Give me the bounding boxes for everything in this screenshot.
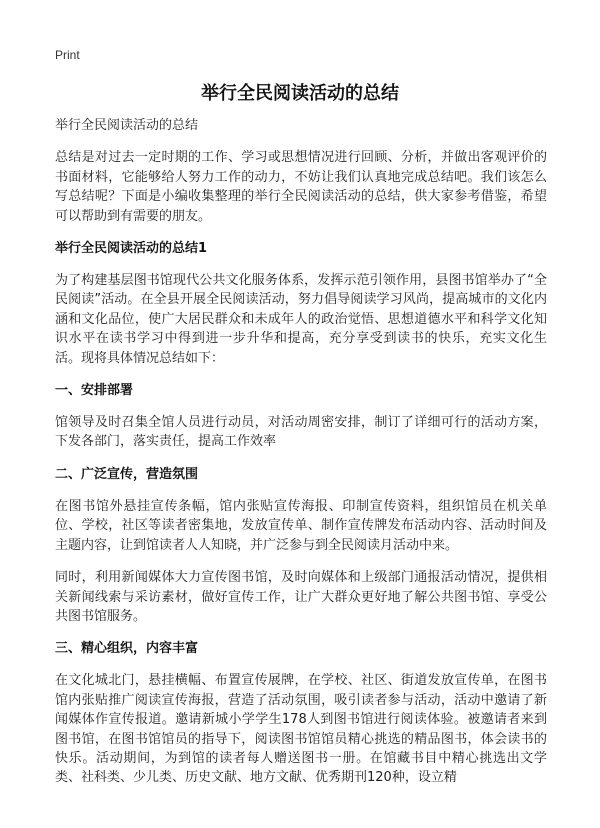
- print-link[interactable]: Print: [55, 48, 80, 62]
- document-subtitle: 举行全民阅读活动的总结: [55, 118, 199, 133]
- body-paragraph: 为了构建基层图书馆现代公共文化服务体系，发挥示范引领作用，县图书馆举办了“全民阅读”活动。在全县开展全民阅读活动，努力倡导阅读学习风尚，提高城市的文化内涵和文化品位，使广大居民群众和未成年人的政治觉悟、思想道德水平和科学文化知识水平在读书学习中得到进一步升华和提高，充分享受到读书的快乐，充实文化生活。现将具体情况总结如下：: [55, 273, 547, 366]
- section-heading: 一、安排部署: [55, 383, 134, 399]
- section-heading: 三、精心组织，内容丰富: [55, 641, 199, 657]
- page-title: 举行全民阅读活动的总结: [201, 83, 399, 104]
- intro-paragraph: 总结是对过去一定时期的工作、学习或思想情况进行回顾、分析，并做出客观评价的书面材料，它能够给人努力工作的动力，不妨让我们认真地完成总结吧。我们该怎么写总结呢？下面是小编收集整理的举行全民阅读活动的总结，供大家参考借鉴，希望可以帮助到有需要的朋友。: [55, 150, 547, 224]
- body-paragraph: 馆领导及时召集全馆人员进行动员，对活动周密安排，制订了详细可行的活动方案，下发各部门，落实责任，提高工作效率: [55, 415, 547, 450]
- body-paragraph: 在图书馆外悬挂宣传条幅，馆内张贴宣传海报、印制宣传资料，组织馆员在机关单位、学校，社区等读者密集地，发放宣传单、制作宣传牌发布活动内容、活动时间及主题内容，让到馆读者人人知晓，并广泛参与到全民阅读月活动中来。: [55, 498, 547, 553]
- body-paragraph: 在文化城北门，悬挂横幅、布置宣传展牌，在学校、社区、街道发放宣传单，在图书馆内张贴推广阅读宣传海报，营造了活动氛围，吸引读者参与活动，活动中邀请了新闻媒体作宣传报道。邀请新城小学学生178人到图书馆进行阅读体验。被邀请者来到图书馆，在图书馆馆员的指导下，阅读图书馆馆员精心挑选的精品图书，体会读书的快乐。活动期间，为到馆的读者每人赠送图书一册。在馆藏书目中精心挑选出文学类、社科类、少儿类、历史文献、地方文献、优秀期刊120种，设立精: [55, 673, 547, 786]
- document-body: [55, 116, 547, 801]
- body-paragraph: 同时，利用新闻媒体大力宣传图书馆，及时向媒体和上级部门通报活动情况，提供相关新闻线索与采访素材，做好宣传工作，让广大群众更好地了解公共图书馆、享受公共图书馆服务。: [55, 570, 547, 624]
- section-heading: 举行全民阅读活动的总结1: [55, 241, 208, 257]
- section-heading: 二、广泛宣传，营造氛围: [55, 466, 199, 482]
